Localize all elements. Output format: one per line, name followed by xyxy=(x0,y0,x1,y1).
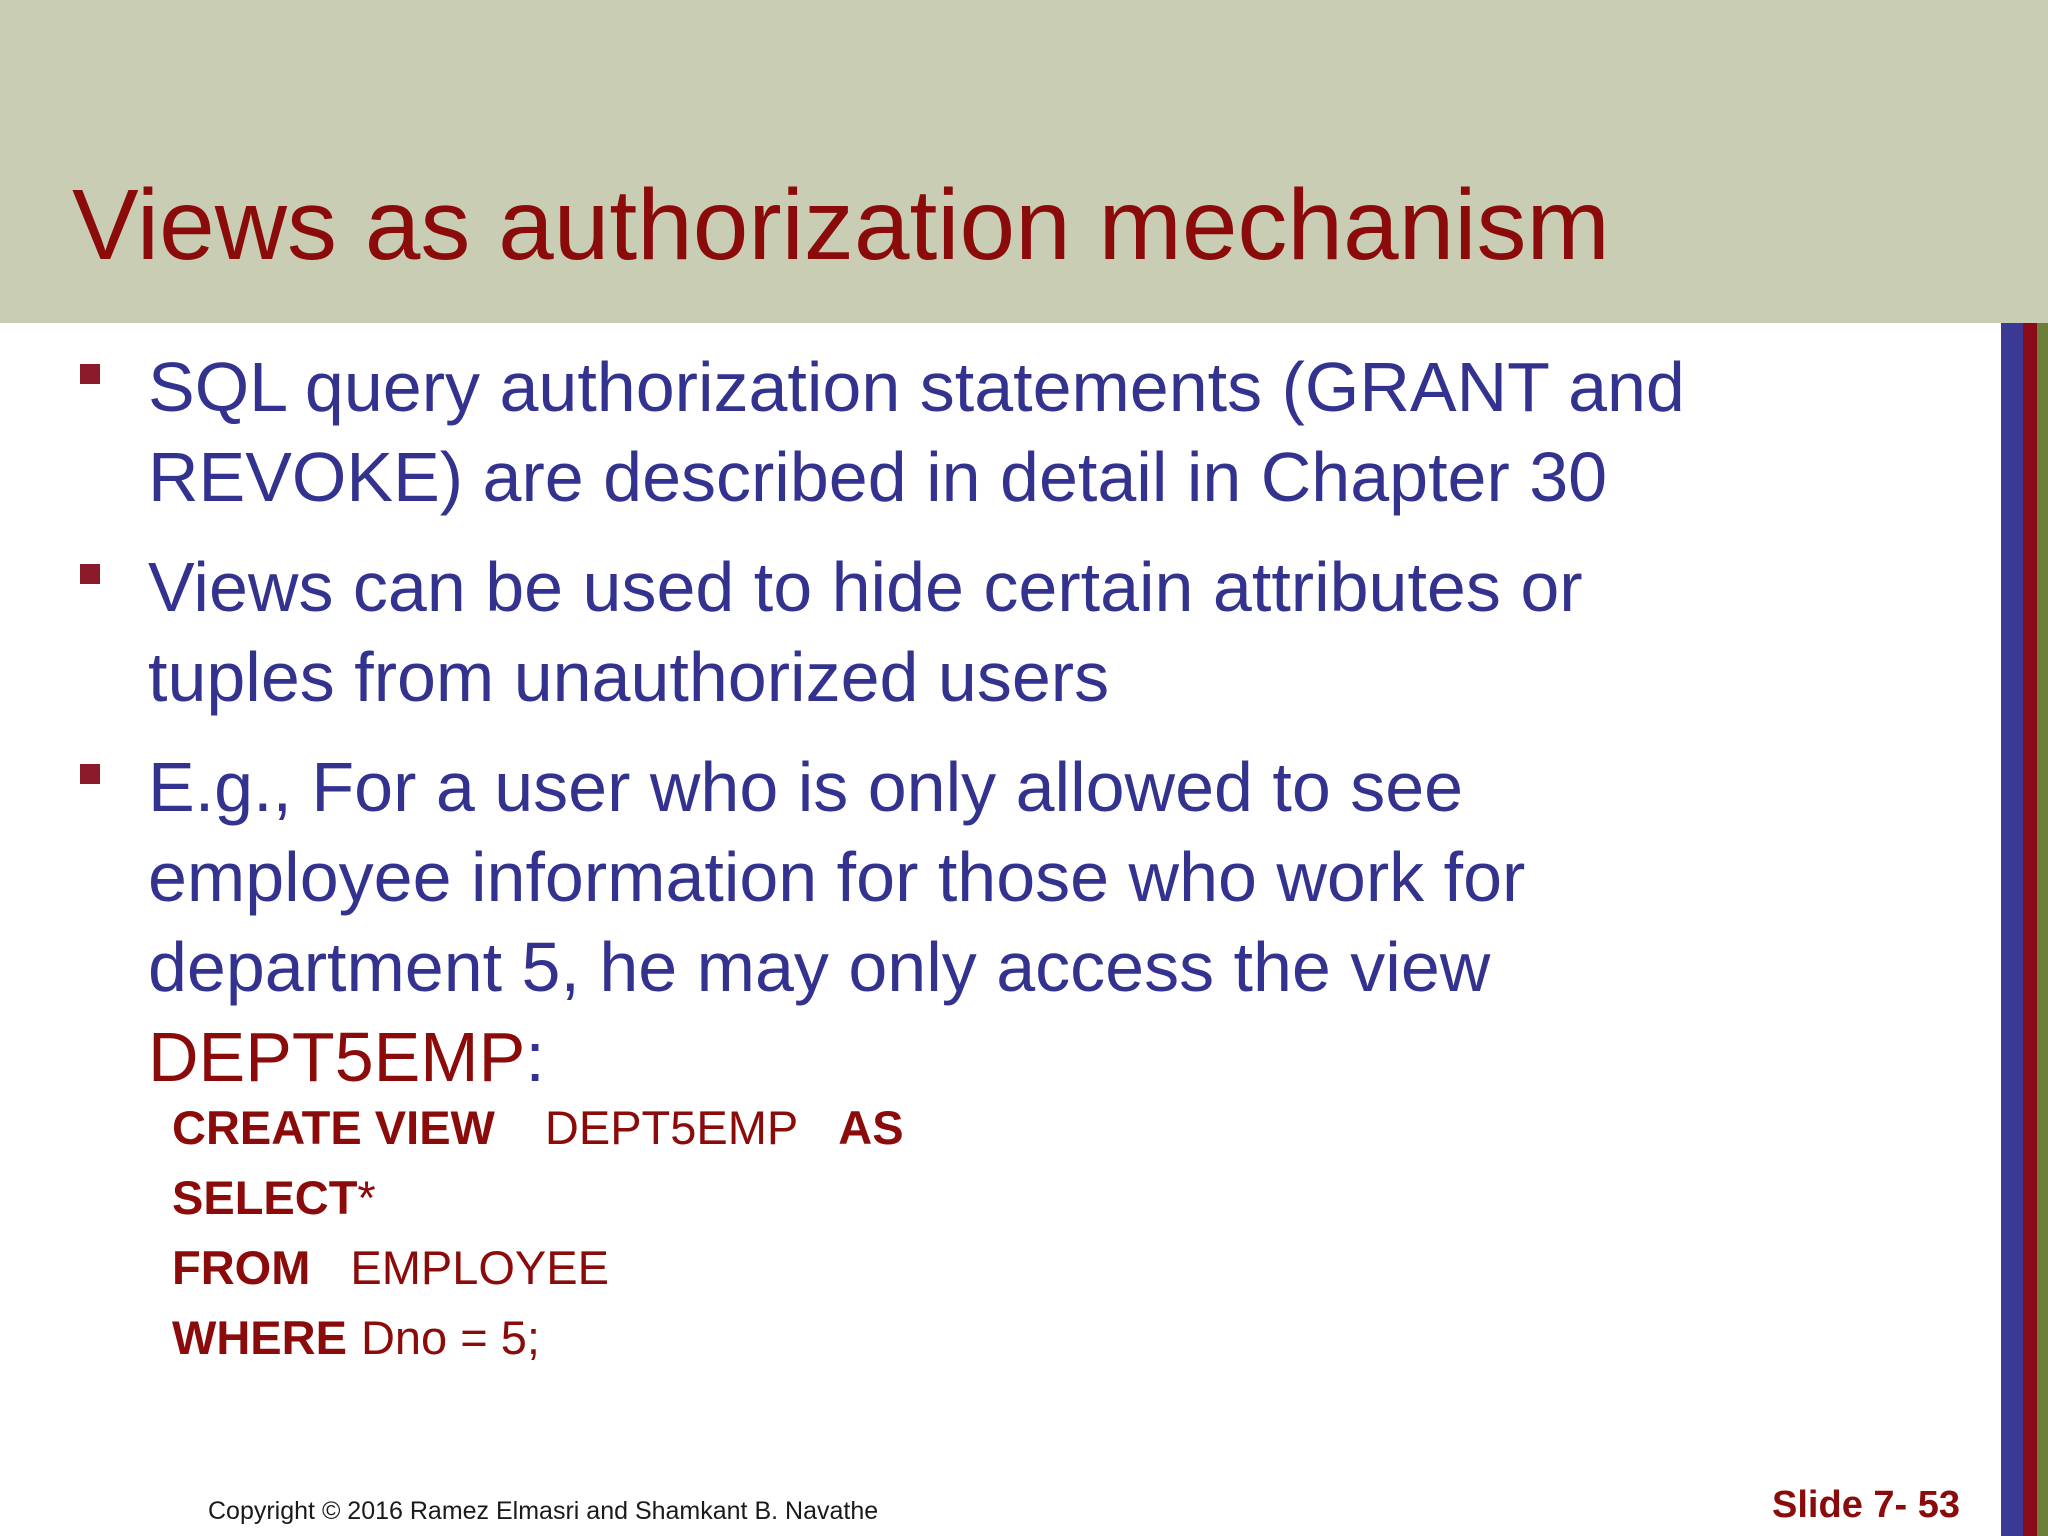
square-bullet-icon xyxy=(80,764,100,784)
slide-title: Views as authorization mechanism xyxy=(72,169,1610,281)
bullet-text-suffix: : xyxy=(525,1018,545,1096)
stripe-green xyxy=(2037,323,2048,1536)
bullet-text: Views can be used to hide certain attributes or tuples from unauthorized users xyxy=(148,548,1583,716)
sql-keyword: SELECT xyxy=(172,1171,358,1224)
bullet-text-main: E.g., For a user who is only allowed to see employee information for those who work for department 5, he may only access the view xyxy=(148,748,1526,1006)
stripe-blue xyxy=(2001,323,2023,1536)
bullet-item xyxy=(72,742,1972,1102)
view-name-highlight: DEPT5EMP xyxy=(148,1018,526,1096)
sql-keyword: CREATE VIEW xyxy=(172,1101,495,1154)
bullet-item xyxy=(72,342,1972,522)
square-bullet-icon xyxy=(80,364,100,384)
sql-view-name: DEPT5EMP xyxy=(544,1101,799,1154)
bullet-list xyxy=(72,342,1972,1122)
bullet-item xyxy=(72,542,1972,722)
sql-keyword: FROM xyxy=(172,1241,311,1294)
bullet-text xyxy=(148,748,1525,1096)
footer-copyright: Copyright © 2016 Ramez Elmasri and Shamkant B. Navathe xyxy=(208,1497,879,1525)
code-line-where xyxy=(172,1303,904,1373)
sql-table-name: EMPLOYEE xyxy=(350,1241,609,1294)
sql-condition: Dno = 5; xyxy=(360,1311,540,1364)
slide-number: Slide 7- 53 xyxy=(1772,1484,1960,1526)
sql-keyword: AS xyxy=(838,1101,904,1154)
code-line-select xyxy=(172,1163,904,1233)
sql-code-block xyxy=(172,1093,904,1373)
code-line-from xyxy=(172,1233,904,1303)
sql-keyword: WHERE xyxy=(172,1311,347,1364)
square-bullet-icon xyxy=(80,564,100,584)
stripe-red xyxy=(2023,323,2037,1536)
code-line-create xyxy=(172,1093,904,1163)
sql-select-list: * xyxy=(357,1171,376,1224)
bullet-text: SQL query authorization statements (GRANT and REVOKE) are described in detail in Chapter 30 xyxy=(148,348,1685,516)
decorative-side-stripes xyxy=(2001,323,2048,1536)
